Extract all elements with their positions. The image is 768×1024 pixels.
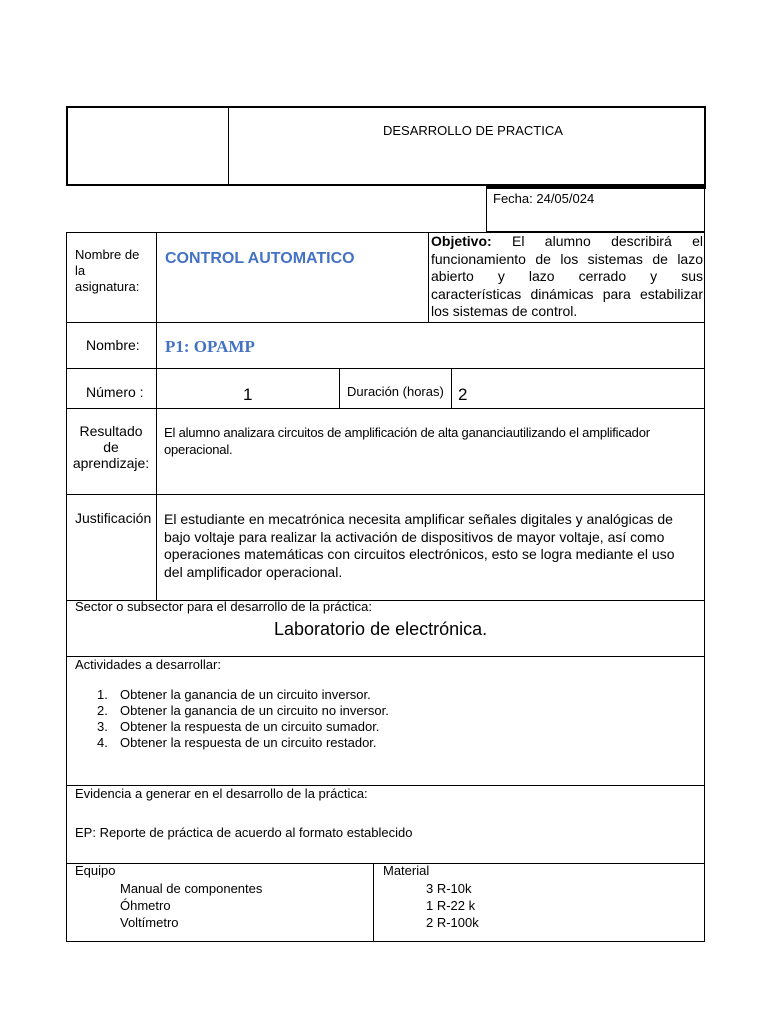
justificacion-label: Justificación <box>75 510 152 526</box>
header-divider <box>228 107 229 185</box>
fecha-text: Fecha: 24/05/024 <box>493 191 595 206</box>
list-item: Manual de componentes <box>120 881 263 896</box>
header-box <box>66 106 706 186</box>
objetivo-label: Objetivo: <box>431 233 492 249</box>
col-line <box>373 863 374 942</box>
equipo-list <box>120 880 262 931</box>
page-title: DESARROLLO DE PRACTICA <box>383 123 563 138</box>
list-item: 1 R-22 k <box>426 898 476 913</box>
col-line <box>339 368 340 408</box>
actividades-list <box>97 687 389 751</box>
justificacion-text: El estudiante en mecatrónica necesita amplificar señales digitales y analógicas de bajo voltaje para realizar la activación de dispositivos de mayor voltaje, así como operaciones matemáticas con circuitos electrónicos, esto se logra mediante el uso del amplificador operacional. <box>164 511 675 580</box>
list-item: 4. Obtener la respuesta de un circuito restador. <box>97 735 377 750</box>
row-line <box>66 368 705 369</box>
evidencia-label: Evidencia a generar en el desarrollo de la práctica: <box>75 786 368 801</box>
actividades-label: Actividades a desarrollar: <box>75 657 221 672</box>
nombre-value: P1: OPAMP <box>165 337 255 356</box>
col-line <box>156 232 157 600</box>
list-item: 2 R-100k <box>426 915 479 930</box>
sector-label: Sector o subsector para el desarrollo de la práctica: <box>75 599 372 614</box>
list-item: Óhmetro <box>120 898 171 913</box>
resultado-text: El alumno analizara circuitos de amplificación de alta gananciautilizando el amplificador operacional. <box>164 425 650 457</box>
material-list <box>426 880 479 931</box>
resultado-label: Resultado de aprendizaje: <box>72 423 150 471</box>
list-item: 3 R-10k <box>426 881 472 896</box>
material-label: Material <box>383 863 430 878</box>
numero-value: 1 <box>243 385 253 404</box>
col-line <box>428 232 429 322</box>
evidencia-value: EP: Reporte de práctica de acuerdo al formato establecido <box>75 825 413 840</box>
list-item: 2. Obtener la ganancia de un circuito no inversor. <box>97 703 389 718</box>
asignatura-value: CONTROL AUTOMATICO <box>165 250 355 267</box>
row-line <box>66 494 705 495</box>
row-line <box>66 408 705 409</box>
list-item: Voltímetro <box>120 915 179 930</box>
col-line <box>451 368 452 408</box>
duracion-label: Duración (horas) <box>347 384 444 399</box>
sector-value: Laboratorio de electrónica. <box>274 619 488 639</box>
list-item: 1. Obtener la ganancia de un circuito inversor. <box>97 687 371 702</box>
numero-label: Número : <box>86 384 144 400</box>
equipo-label: Equipo <box>75 863 116 878</box>
duracion-value: 2 <box>458 385 468 404</box>
nombre-label: Nombre: <box>86 337 140 353</box>
objetivo-block: Objetivo: El alumno describirá el funcionamiento de los sistemas de lazo abierto y lazo cerrado y sus características dinámicas para estabilizar los sistemas de control. <box>431 233 703 319</box>
list-item: 3. Obtener la respuesta de un circuito sumador. <box>97 719 380 734</box>
row-line <box>66 322 705 323</box>
asignatura-label: Nombre de la asignatura: <box>75 247 140 294</box>
